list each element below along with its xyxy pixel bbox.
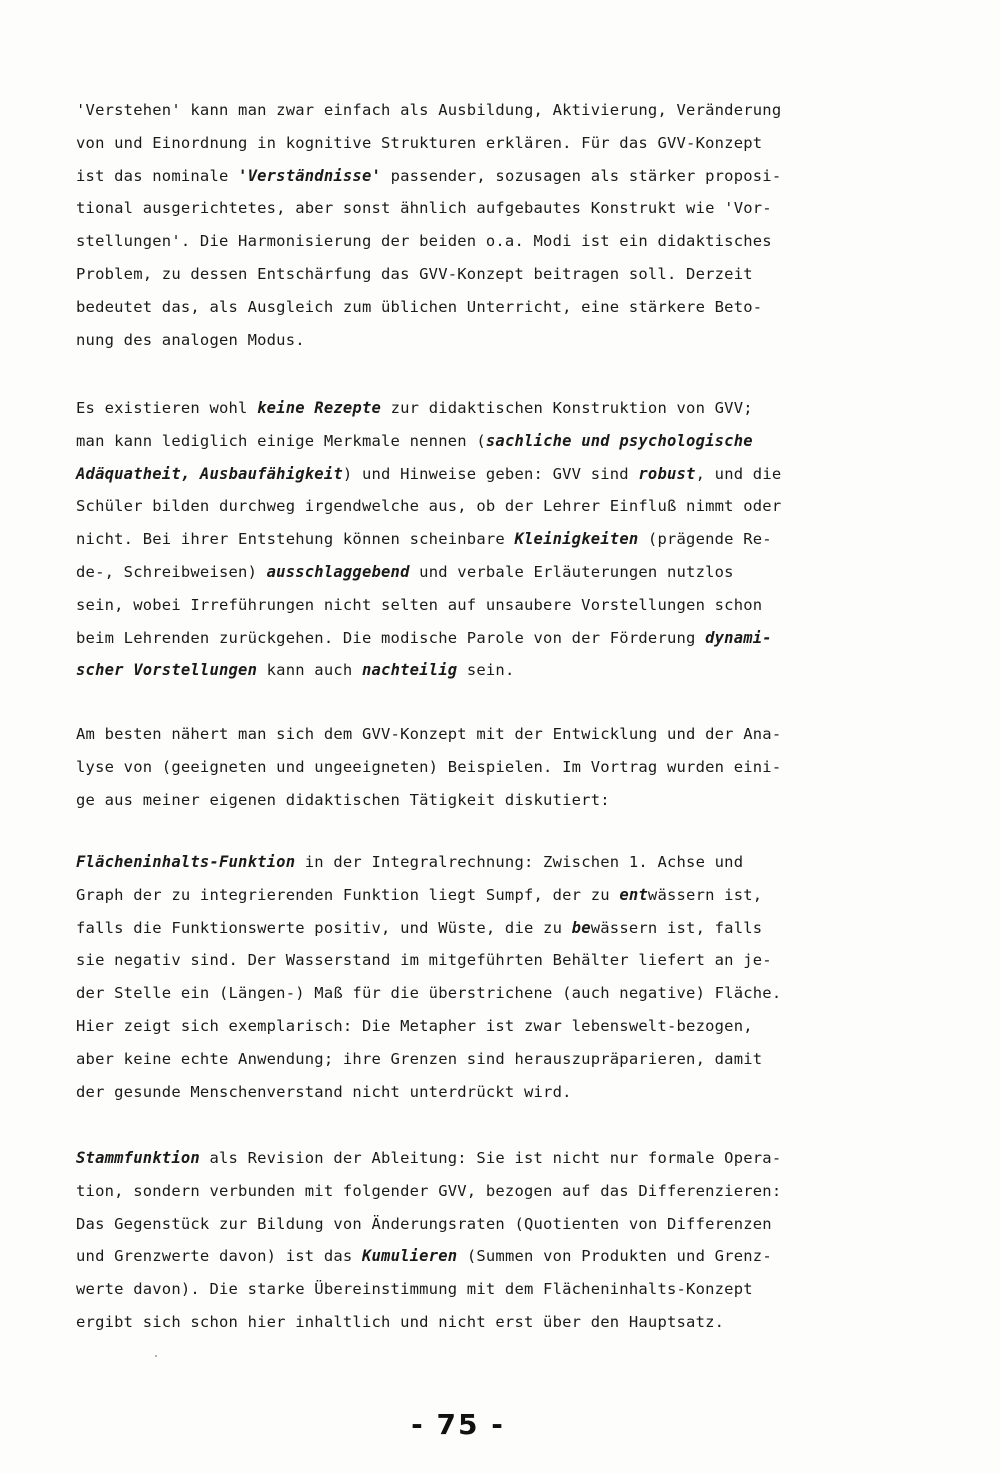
text-run: aber keine echte Anwendung; ihre Grenzen sind herauszupräparieren, damit — [76, 1049, 763, 1068]
text-run: sein, wobei Irreführungen nicht selten auf unsaubere Vorstellungen schon — [76, 595, 763, 614]
text-run: , und die — [695, 464, 782, 483]
text-run: nung des analogen Modus. — [76, 330, 305, 349]
text-line — [76, 291, 846, 324]
text-line — [76, 718, 846, 751]
text-run: werte davon). Die starke Übereinstimmung mit dem Flächeninhalts-Konzept — [76, 1280, 753, 1299]
text-run: stellungen'. Die Harmonisierung der beiden o.a. Modi ist ein didaktisches — [76, 232, 772, 251]
text-run: der Stelle ein (Längen-) Maß für die überstrichene (auch negative) Fläche. — [76, 984, 782, 1003]
text-line — [76, 1076, 846, 1109]
text-line — [76, 324, 846, 357]
text-run: nicht. Bei ihrer Entstehung können scheinbare — [76, 530, 515, 549]
paragraph-stammfunktion — [76, 1142, 846, 1339]
emphasis-text: dynami- — [705, 628, 772, 647]
text-run: falls die Funktionswerte positiv, und Wüste, die zu — [76, 918, 572, 937]
text-line — [76, 556, 846, 589]
emphasis-text: keine Rezepte — [257, 399, 382, 417]
text-run: sein. — [457, 661, 515, 680]
emphasis-text: Kleinigkeiten — [514, 530, 639, 549]
text-run: tional ausgerichtetes, aber sonst ähnlich aufgebautes Konstrukt wie 'Vor- — [76, 199, 772, 218]
text-run: Schüler bilden durchweg irgendwelche aus, ob der Lehrer Einfluß nimmt oder — [76, 497, 782, 516]
text-line — [76, 1273, 846, 1306]
text-run: (Summen von Produkten und Grenz- — [457, 1247, 772, 1266]
text-line — [76, 127, 846, 160]
text-line — [76, 784, 846, 817]
text-run: zur didaktischen Konstruktion von GVV; — [381, 399, 753, 417]
text-run: als Revision der Ableitung: Sie ist nicht nur formale Opera- — [199, 1149, 782, 1167]
text-line — [76, 1208, 846, 1241]
text-run: lyse von (geeigneten und ungeeigneten) Beispielen. Im Vortrag wurden eini- — [76, 757, 782, 776]
text-line — [76, 192, 846, 225]
text-line — [76, 1010, 846, 1043]
text-line — [76, 392, 846, 425]
text-line — [76, 225, 846, 258]
paragraph-rezepte — [76, 392, 846, 687]
text-line — [76, 1043, 846, 1076]
text-line — [76, 458, 846, 491]
paragraph-verstehen — [76, 94, 846, 356]
text-run: ge aus meiner eigenen didaktischen Tätigkeit diskutiert: — [76, 790, 610, 809]
text-line — [76, 94, 846, 127]
text-line — [76, 523, 846, 556]
text-run: ) und Hinweise geben: GVV sind — [342, 464, 639, 483]
text-line — [76, 425, 846, 458]
text-run: passender, sozusagen als stärker proposi- — [381, 166, 782, 185]
text-line — [76, 1306, 846, 1339]
emphasis-text: robust — [638, 464, 696, 483]
text-run: und Grenzwerte davon) ist das — [76, 1247, 362, 1266]
text-line — [76, 1240, 846, 1273]
emphasis-text: sachliche und psychologische — [485, 431, 753, 450]
text-run: in der Integralrechnung: Zwischen 1. Achse und — [295, 853, 744, 871]
emphasis-text: nachteilig — [361, 661, 458, 680]
text-line — [76, 160, 846, 193]
text-run: man kann lediglich einige Merkmale nennen ( — [76, 431, 486, 450]
page-number: - 75 - — [411, 1408, 505, 1441]
text-line — [76, 879, 846, 912]
text-run: Das Gegenstück zur Bildung von Änderungsraten (Quotienten von Differenzen — [76, 1214, 772, 1233]
text-run: bedeutet das, als Ausgleich zum üblichen Unterricht, eine stärkere Beto- — [76, 297, 763, 316]
text-run: der gesunde Menschenverstand nicht unterdrückt wird. — [76, 1082, 572, 1101]
paragraph-beispiele — [76, 718, 846, 816]
text-run: kann auch — [257, 661, 362, 680]
emphasis-text: scher Vorstellungen — [76, 661, 258, 680]
text-line — [76, 944, 846, 977]
text-run: und verbale Erläuterungen nutzlos — [409, 562, 734, 581]
paragraph-flaecheninhalts-funktion — [76, 846, 846, 1108]
emphasis-text: be — [571, 918, 591, 937]
emphasis-text: 'Verständnisse' — [238, 166, 382, 185]
text-line — [76, 258, 846, 291]
text-run: Hier zeigt sich exemplarisch: Die Metapher ist zwar lebenswelt-bezogen, — [76, 1016, 753, 1035]
text-run: von und Einordnung in kognitive Strukturen erklären. Für das GVV-Konzept — [76, 133, 763, 152]
text-line — [76, 751, 846, 784]
text-run: ergibt sich schon hier inhaltlich und nicht erst über den Hauptsatz. — [76, 1312, 725, 1331]
emphasis-text: ent — [619, 885, 648, 904]
text-run: Am besten nähert man sich dem GVV-Konzept mit der Entwicklung und der Ana- — [76, 725, 782, 743]
text-run: wässern ist, falls — [590, 918, 763, 937]
text-line — [76, 912, 846, 945]
text-line — [76, 622, 846, 655]
emphasis-text: Stammfunktion — [76, 1149, 200, 1167]
text-run: sie negativ sind. Der Wasserstand im mitgeführten Behälter liefert an je- — [76, 951, 772, 970]
text-run: beim Lehrenden zurückgehen. Die modische Parole von der Förderung — [76, 628, 706, 647]
scan-speck — [155, 1355, 157, 1357]
text-run: Problem, zu dessen Entschärfung das GVV-Konzept beitragen soll. Derzeit — [76, 264, 753, 283]
text-line — [76, 490, 846, 523]
emphasis-text: Flächeninhalts-Funktion — [76, 853, 296, 871]
text-line — [76, 846, 846, 879]
text-run: ist das nominale — [76, 166, 239, 185]
emphasis-text: Adäquatheit, Ausbaufähigkeit — [76, 464, 343, 483]
emphasis-text: ausschlaggebend — [266, 562, 410, 581]
text-run: (prägende Re- — [638, 530, 772, 549]
text-run: Es existieren wohl — [76, 399, 258, 417]
text-line — [76, 589, 846, 622]
text-run: wässern ist, — [647, 885, 763, 904]
text-run: de-, Schreibweisen) — [76, 562, 267, 581]
text-line — [76, 1175, 846, 1208]
text-line — [76, 1142, 846, 1175]
text-run: Graph der zu integrierenden Funktion liegt Sumpf, der zu — [76, 885, 620, 904]
text-run: 'Verstehen' kann man zwar einfach als Ausbildung, Aktivierung, Veränderung — [76, 101, 782, 119]
text-run: tion, sondern verbunden mit folgender GVV, bezogen auf das Differenzieren: — [76, 1181, 782, 1200]
text-line — [76, 654, 846, 687]
emphasis-text: Kumulieren — [361, 1247, 458, 1266]
text-line — [76, 977, 846, 1010]
